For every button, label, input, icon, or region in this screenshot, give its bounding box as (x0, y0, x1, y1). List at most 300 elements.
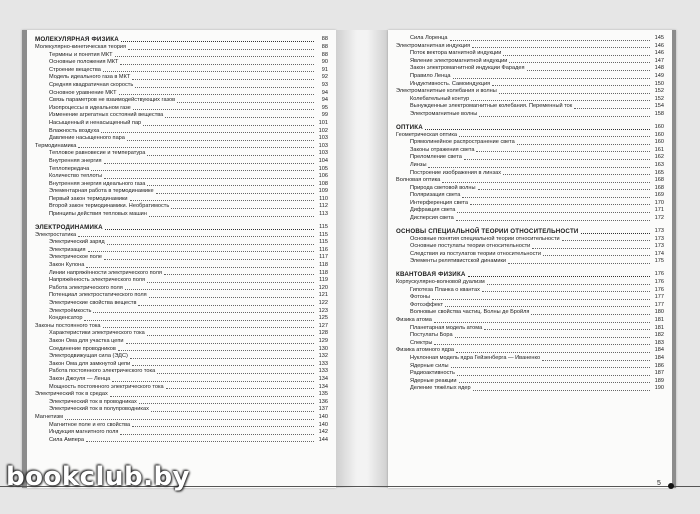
toc-entry (35, 166, 328, 174)
toc-entry-title: Электромагнитные колебания и волны (396, 88, 497, 95)
toc-entry-page: 176 (654, 279, 664, 286)
toc-entry-title: Конденсатор (49, 315, 83, 322)
toc-entry-title: Закон Джоуля — Ленца (49, 375, 111, 382)
toc-entry-page: 117 (319, 254, 328, 261)
toc-entry-title: Прямолинейное распространение света (410, 139, 515, 146)
book-gutter (336, 30, 388, 488)
toc-entry-title: Законы постоянного тока (35, 322, 101, 329)
toc-entry (396, 258, 664, 266)
toc-entry (35, 353, 328, 361)
toc-entry-title: Строение вещества (49, 66, 101, 73)
toc-dot-leader (149, 216, 314, 217)
toc-dot-leader (110, 396, 314, 397)
toc-entry-page: 129 (318, 337, 328, 344)
toc-entry-page: 161 (654, 146, 664, 153)
toc-entry-title: Второй закон термодинамики. Необратимость (49, 203, 170, 210)
toc-dot-leader (105, 229, 314, 230)
toc-entry-title: Основные положения МКТ (49, 59, 119, 66)
toc-entry-page: 173 (654, 243, 664, 250)
toc-entry-page: 177 (654, 294, 664, 301)
toc-entry-title: Природа световой волны (410, 184, 476, 191)
toc-entry-page: 175 (654, 258, 664, 265)
toc-entry (35, 346, 328, 354)
toc-right (396, 35, 664, 393)
toc-entry (396, 147, 664, 155)
toc-entry (396, 50, 664, 58)
toc-entry-title: ОПТИКА (396, 123, 423, 131)
toc-entry-title: Электрические свойства веществ (49, 300, 137, 306)
toc-entry-page: 169 (654, 192, 664, 199)
toc-dot-leader (542, 360, 650, 361)
toc-entry-title: Электрический ток в средах (35, 391, 108, 398)
toc-entry-title: Корпускулярно-волновой дуализм (396, 279, 485, 286)
toc-dot-leader (125, 289, 314, 290)
toc-dot-leader (65, 419, 314, 420)
toc-entry-page: 184 (654, 347, 664, 354)
toc-entry (35, 82, 328, 90)
toc-entry (396, 111, 664, 119)
toc-dot-leader (139, 403, 314, 404)
toc-dot-leader (132, 79, 314, 80)
toc-entry-page: 182 (654, 332, 664, 339)
toc-entry-title: Характеристики электрического тока (49, 330, 145, 337)
toc-left (35, 35, 328, 444)
toc-dot-leader (445, 306, 650, 307)
right-page (388, 30, 676, 488)
toc-dot-leader (442, 182, 650, 183)
toc-entry-title: Линзы (410, 161, 427, 168)
toc-entry (35, 97, 328, 105)
toc-entry-page: 154 (654, 103, 664, 110)
toc-entry-page: 106 (318, 173, 328, 180)
toc-dot-leader (479, 116, 650, 117)
toc-entry-title: Закон Ома для участка цепи (49, 337, 124, 344)
toc-entry (35, 376, 328, 384)
toc-entry-title: Электродвижущая сила (ЭДС) (49, 353, 128, 360)
toc-dot-leader (471, 100, 650, 101)
toc-entry-title: Изопроцессы в идеальном газе (49, 104, 131, 111)
toc-dot-leader (156, 193, 314, 194)
toc-entry-title: Электрическое поле (49, 254, 103, 261)
toc-entry-page: 190 (654, 385, 664, 392)
toc-entry-title: Внутренняя энергия идеального газа (49, 180, 146, 187)
toc-dot-leader (143, 125, 314, 126)
toc-dot-leader (147, 335, 314, 336)
toc-entry (396, 185, 664, 193)
toc-entry-page: 101 (318, 119, 328, 126)
toc-entry-title: Средняя квадратичная скорость (49, 81, 134, 88)
toc-entry-page: 172 (654, 215, 664, 222)
toc-entry (396, 88, 664, 96)
toc-dot-leader (149, 297, 314, 298)
toc-dot-leader (517, 144, 650, 145)
toc-entry-page: 165 (654, 169, 664, 176)
toc-dot-leader (434, 344, 650, 345)
toc-entry-page: 94 (321, 89, 328, 96)
toc-entry (396, 294, 664, 302)
toc-entry-page: 174 (654, 250, 664, 257)
toc-entry-page: 147 (654, 57, 664, 64)
toc-entry-page: 91 (321, 66, 328, 73)
toc-entry-page: 103 (318, 135, 328, 142)
toc-dot-leader (450, 40, 650, 41)
toc-entry-page: 130 (318, 345, 328, 352)
toc-entry-page: 160 (654, 131, 664, 138)
toc-entry-page: 160 (654, 139, 664, 146)
toc-entry-page: 121 (318, 292, 328, 299)
toc-dot-leader (132, 365, 314, 366)
toc-dot-leader (476, 151, 650, 152)
toc-entry-page: 137 (318, 406, 328, 413)
toc-entry (35, 52, 328, 60)
toc-entry-page: 160 (654, 123, 664, 130)
toc-entry-page: 177 (654, 301, 664, 308)
toc-entry-page: 184 (654, 354, 664, 361)
toc-entry-page: 173 (654, 235, 664, 242)
toc-entry-page: 88 (321, 51, 328, 58)
toc-entry-page: 140 (318, 421, 328, 428)
toc-entry (35, 143, 328, 151)
toc-section-heading (396, 270, 664, 279)
toc-entry (35, 330, 328, 338)
toc-dot-leader (464, 159, 650, 160)
toc-entry-page: 118 (319, 269, 328, 276)
toc-entry-title: Мощность постоянного электрического тока (49, 383, 164, 390)
toc-entry (35, 270, 328, 278)
toc-entry (396, 73, 664, 81)
toc-entry (396, 325, 664, 333)
toc-dot-leader (119, 94, 314, 95)
toc-dot-leader (157, 373, 314, 374)
toc-entry-title: Следствия из постулатов теории относительности (410, 250, 542, 257)
toc-dot-leader (478, 189, 651, 190)
toc-entry-page: 123 (318, 307, 328, 314)
toc-entry-title: Волновые свойства частиц. Волны де Бройля (410, 309, 530, 316)
toc-entry-title: Модель идеального газа в МКТ (49, 74, 131, 81)
toc-entry-title: Электрический ток в проводниках (49, 398, 137, 405)
toc-entry (396, 192, 664, 200)
toc-entry (35, 406, 328, 414)
toc-entry (35, 422, 328, 430)
toc-entry-title: Закон электромагнитной индукции Фарадея (410, 65, 525, 72)
toc-dot-leader (164, 274, 314, 275)
toc-entry-page: 173 (654, 227, 664, 234)
toc-dot-leader (147, 155, 314, 156)
toc-entry (35, 437, 328, 445)
toc-section-heading (396, 123, 664, 132)
toc-entry-title: Термины и понятия МКТ (49, 51, 113, 58)
toc-dot-leader (135, 87, 314, 88)
toc-dot-leader (459, 136, 650, 137)
toc-dot-leader (428, 167, 650, 168)
toc-entry-page: 142 (318, 429, 328, 436)
toc-entry-title: Термодинамика (35, 142, 77, 149)
toc-entry-title: Радиоактивность (410, 370, 455, 377)
toc-dot-leader (91, 170, 314, 171)
toc-entry-title: Физика атомного ядра (396, 347, 455, 354)
toc-entry (396, 243, 664, 251)
toc-dot-leader (171, 208, 314, 209)
toc-entry-page: 180 (654, 309, 664, 316)
toc-entry (396, 355, 664, 363)
toc-dot-leader (132, 426, 314, 427)
toc-dot-leader (459, 382, 650, 383)
toc-dot-leader (492, 85, 650, 86)
toc-dot-leader (432, 299, 650, 300)
toc-dot-leader (120, 64, 314, 65)
toc-dot-leader (487, 284, 650, 285)
page-number: 5 (657, 480, 661, 487)
toc-entry-page: 170 (654, 199, 664, 206)
toc-entry-title: Работа электрического поля (49, 284, 123, 291)
toc-dot-leader (88, 251, 314, 252)
toc-entry-title: Электризация (49, 246, 86, 253)
toc-entry-page: 105 (318, 165, 328, 172)
toc-entry-page: 158 (654, 110, 664, 117)
toc-section-heading (35, 223, 328, 232)
toc-entry (35, 67, 328, 75)
toc-entry (35, 315, 328, 323)
toc-entry (35, 254, 328, 262)
toc-entry (35, 262, 328, 270)
toc-entry (35, 429, 328, 437)
toc-entry-title: Молекулярно-кинетическая теория (35, 44, 127, 50)
toc-entry-page: 163 (654, 161, 664, 168)
toc-entry-title: Индуктивность. Самоиндукция (410, 80, 491, 87)
toc-entry (396, 162, 664, 170)
toc-entry-page: 103 (318, 150, 328, 157)
toc-dot-leader (484, 329, 650, 330)
toc-entry-page: 152 (654, 88, 664, 95)
toc-entry-page: 119 (319, 277, 328, 284)
toc-dot-leader (451, 367, 650, 368)
toc-dot-leader (151, 411, 314, 412)
toc-dot-leader (121, 41, 314, 42)
toc-entry-title: Связь параметров не взаимодействующих газов (49, 97, 176, 104)
toc-entry (35, 135, 328, 143)
toc-entry (396, 236, 664, 244)
toc-entry-page: 109 (318, 188, 328, 195)
toc-dot-leader (112, 381, 314, 382)
toc-dot-leader (86, 267, 314, 268)
toc-entry (396, 103, 664, 111)
toc-entry-title: Основные постулаты теории относительности (410, 243, 531, 250)
toc-dot-leader (462, 197, 650, 198)
toc-dot-leader (104, 178, 314, 179)
toc-dot-leader (457, 375, 650, 376)
toc-entry-title: Внутренняя энергия (49, 157, 102, 164)
toc-entry (35, 128, 328, 136)
toc-entry-page: 144 (318, 436, 328, 443)
toc-entry (35, 292, 328, 300)
toc-entry (35, 59, 328, 67)
toc-entry (396, 370, 664, 378)
toc-entry-title: ОСНОВЫ СПЕЦИАЛЬНОЙ ТЕОРИИ ОТНОСИТЕЛЬНОСТИ (396, 227, 579, 235)
toc-entry-title: Первый закон термодинамики (49, 195, 128, 202)
toc-dot-leader (574, 108, 650, 109)
toc-entry (35, 323, 328, 331)
toc-entry-title: Вынужденные электромагнитные колебания. Переменный ток (410, 103, 573, 110)
toc-dot-leader (177, 102, 314, 103)
toc-entry (396, 287, 664, 295)
toc-entry-page: 176 (654, 286, 664, 293)
toc-entry (396, 139, 664, 147)
toc-entry (396, 309, 664, 317)
toc-entry-page: 113 (319, 211, 328, 218)
toc-entry (35, 247, 328, 255)
toc-dot-leader (532, 248, 650, 249)
toc-entry-title: Электрический заряд (49, 239, 105, 246)
toc-entry-title: Принципы действия тепловых машин (49, 211, 147, 218)
toc-dot-leader (503, 55, 650, 56)
toc-entry-page: 134 (318, 375, 328, 382)
toc-entry-title: Планетарная модель атома (410, 324, 483, 331)
toc-dot-leader (93, 312, 314, 313)
toc-entry-page: 132 (318, 353, 328, 360)
toc-entry (396, 154, 664, 162)
toc-entry-title: Поляризация света (410, 192, 461, 199)
toc-entry-page: 181 (654, 324, 664, 331)
toc-dot-leader (543, 255, 650, 256)
toc-entry-title: ЭЛЕКТРОДИНАМИКА (35, 223, 103, 231)
toc-entry-page: 115 (319, 239, 328, 246)
toc-entry-title: Теплопередача (49, 165, 90, 172)
toc-entry (35, 338, 328, 346)
toc-entry-page: 93 (321, 81, 328, 88)
toc-dot-leader (126, 343, 314, 344)
toc-dot-leader (120, 434, 314, 435)
toc-entry (396, 279, 664, 287)
toc-entry (396, 177, 664, 185)
toc-entry (35, 120, 328, 128)
toc-entry-title: Влажность воздуха (49, 127, 100, 134)
toc-entry (35, 203, 328, 211)
toc-entry-title: Насыщенный и ненасыщенный пар (49, 119, 142, 126)
toc-dot-leader (531, 314, 650, 315)
toc-entry-title: Основные понятия специальной теории относительности (410, 235, 560, 242)
toc-entry-page: 103 (318, 142, 328, 149)
toc-entry-page: 134 (318, 383, 328, 390)
toc-entry-title: Элементарная работа в термодинамике (49, 188, 154, 195)
toc-dot-leader (482, 291, 650, 292)
toc-dot-leader (456, 352, 650, 353)
toc-entry-title: Явление электромагнитной индукции (410, 57, 508, 64)
toc-entry (396, 378, 664, 386)
toc-dot-leader (133, 109, 314, 110)
toc-entry-title: Количество теплоты (49, 173, 103, 180)
left-page (22, 30, 336, 488)
toc-entry-page: 140 (318, 413, 328, 420)
toc-entry-title: Элементы релятивистской динамики (410, 258, 507, 265)
toc-entry-title: Колебательный контур (410, 95, 470, 102)
toc-entry (396, 65, 664, 73)
toc-entry-page: 115 (319, 231, 328, 238)
toc-entry-page: 183 (654, 339, 664, 346)
toc-entry (396, 363, 664, 371)
toc-entry-page: 127 (318, 322, 328, 329)
toc-dot-leader (127, 140, 314, 141)
toc-entry-page: 133 (318, 360, 328, 367)
toc-entry-page: 95 (321, 104, 328, 111)
toc-entry-title: Напряжённость электрического поля (49, 277, 145, 284)
toc-dot-leader (78, 236, 314, 237)
toc-entry-title: Ядерные силы (410, 362, 449, 369)
toc-entry (35, 239, 328, 247)
toc-entry-page: 88 (321, 36, 328, 42)
toc-entry-title: Линии напряжённости электрического поля (49, 269, 162, 276)
toc-entry (35, 384, 328, 392)
toc-entry (35, 112, 328, 120)
toc-entry-title: Правило Ленца (410, 72, 451, 79)
toc-dot-leader (468, 276, 650, 277)
toc-entry (396, 340, 664, 348)
toc-entry-page: 152 (654, 95, 664, 102)
toc-entry-title: Работа постоянного электрического тока (49, 368, 156, 375)
toc-entry-page: 176 (654, 271, 664, 278)
toc-dot-leader (115, 56, 314, 57)
toc-entry-page: 108 (318, 180, 328, 187)
toc-entry-page: 168 (654, 184, 664, 191)
toc-dot-leader (503, 174, 650, 175)
toc-dot-leader (581, 233, 650, 234)
toc-entry-title: Волновая оптика (396, 177, 441, 184)
toc-entry (396, 170, 664, 178)
toc-entry (35, 158, 328, 166)
toc-entry-page: 150 (654, 80, 664, 87)
toc-entry (35, 300, 328, 308)
toc-entry-title: Интерференция света (410, 199, 469, 206)
toc-dot-leader (84, 320, 314, 321)
toc-entry-title: Давление насыщенного пара (49, 135, 125, 142)
toc-entry-page: 189 (654, 377, 664, 384)
toc-entry-title: Индукция магнитного поля (49, 429, 119, 436)
toc-entry (396, 132, 664, 140)
toc-entry-page: 110 (319, 195, 328, 202)
toc-entry-title: Основное уравнение МКТ (49, 89, 117, 96)
toc-entry (35, 368, 328, 376)
toc-entry (396, 200, 664, 208)
toc-entry-page: 94 (321, 97, 328, 104)
toc-dot-leader (499, 93, 650, 94)
toc-entry-title: Нуклонная модель ядра Гейзенберга — Иваненко (410, 354, 541, 361)
toc-entry-title: Изменение агрегатных состояний вещества (49, 112, 164, 119)
toc-entry-page: 148 (654, 65, 664, 72)
toc-entry-page: 125 (318, 315, 328, 322)
toc-entry-title: Построение изображения в линзах (410, 169, 501, 176)
toc-dot-leader (165, 117, 314, 118)
toc-dot-leader (86, 441, 314, 442)
toc-entry-page: 120 (318, 284, 328, 291)
toc-entry (396, 207, 664, 215)
end-dot (668, 483, 674, 489)
toc-dot-leader (104, 163, 314, 164)
toc-dot-leader (453, 78, 650, 79)
toc-dot-leader (101, 132, 314, 133)
toc-entry-title: Электроёмкость (49, 307, 92, 314)
toc-entry-title: Постулаты Бора (410, 332, 453, 339)
toc-section-heading (35, 35, 328, 44)
toc-entry-title: Сила Лоренца (410, 35, 448, 41)
toc-dot-leader (166, 388, 314, 389)
toc-entry-title: КВАНТОВАЯ ФИЗИКА (396, 271, 466, 279)
toc-entry-title: Магнетизм (35, 413, 63, 420)
toc-entry (35, 391, 328, 399)
toc-entry-title: Электромагнитные волны (410, 110, 478, 117)
toc-entry-page: 115 (319, 223, 328, 230)
toc-entry-title: Спектры (410, 339, 433, 346)
toc-entry-page: 181 (654, 317, 664, 323)
toc-entry-page: 149 (654, 72, 664, 79)
